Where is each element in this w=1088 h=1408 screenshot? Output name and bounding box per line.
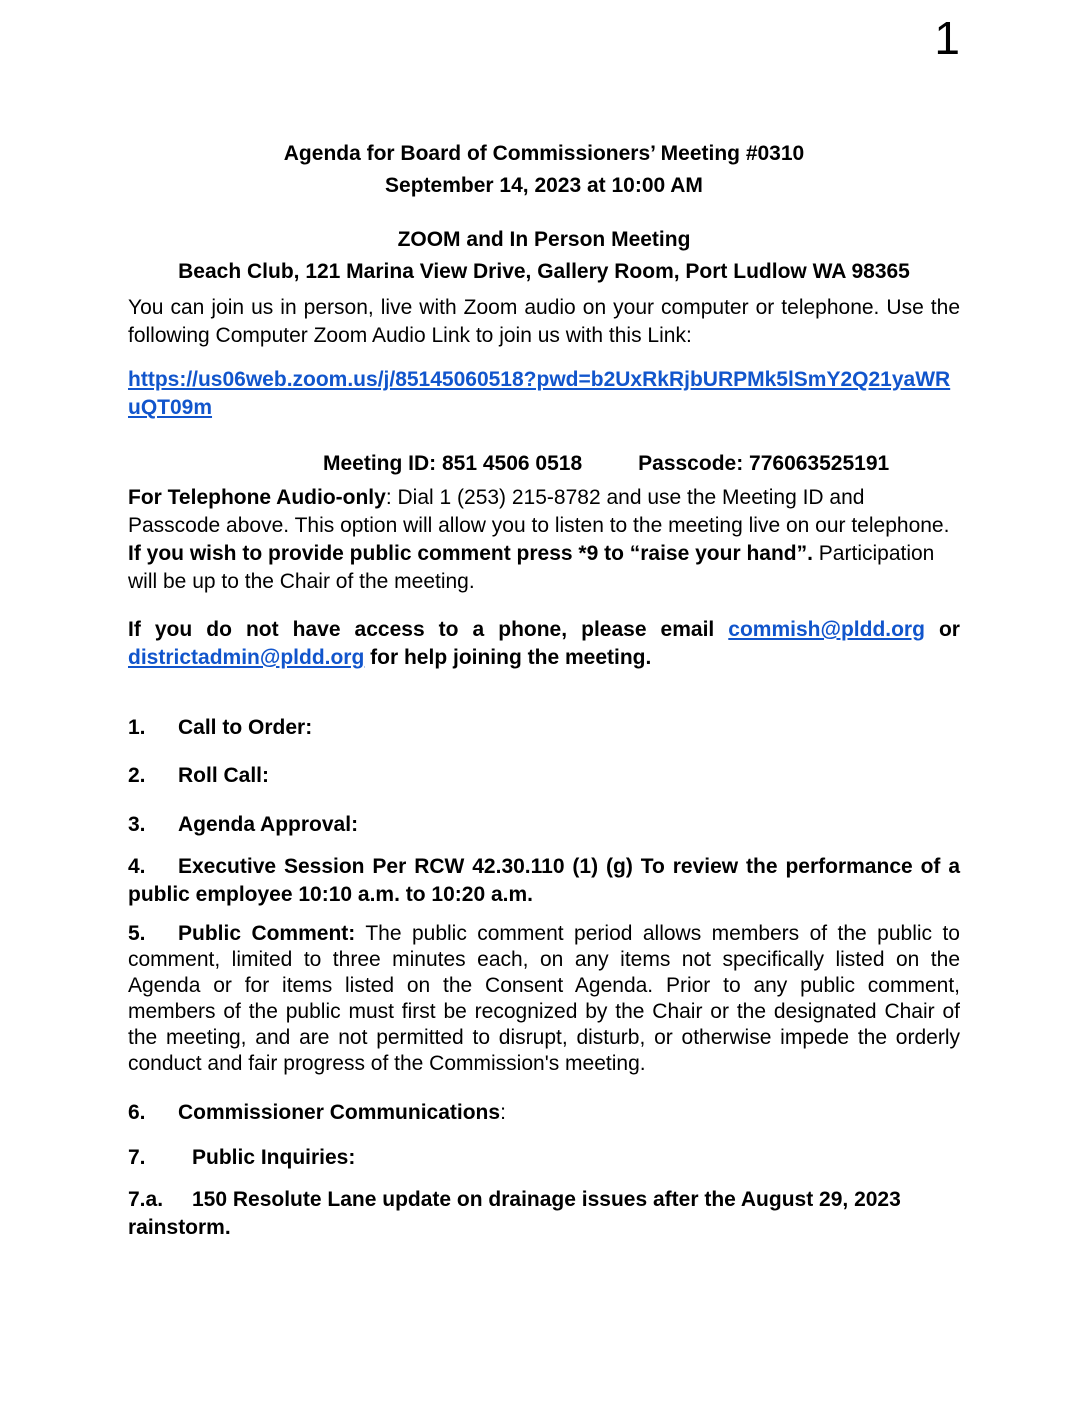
text-segment: Participation will be up to the Chair of the meeting. xyxy=(128,542,935,593)
meeting-datetime: September 14, 2023 at 10:00 AM xyxy=(385,174,703,197)
title-block xyxy=(128,138,960,202)
text-segment: Public Inquiries: xyxy=(192,1146,356,1169)
item-number: 6. xyxy=(128,1101,146,1124)
telephone-audio-paragraph xyxy=(128,484,960,596)
item-text xyxy=(128,922,960,1075)
meeting-location: Beach Club, 121 Marina View Drive, Gallery Room, Port Ludlow WA 98365 xyxy=(178,260,910,283)
item-number: 7. xyxy=(128,1146,146,1169)
meeting-type: ZOOM and In Person Meeting xyxy=(397,228,691,251)
item-number: 1. xyxy=(128,716,146,739)
page-number: 1 xyxy=(934,12,960,64)
meeting-type-block xyxy=(128,224,960,288)
text-segment: Executive Session Per RCW 42.30.110 (1) (g) To review the performance of a public employee 10:10 a.m. to 10:20 a.m. xyxy=(128,855,960,906)
text-segment: Agenda Approval: xyxy=(178,813,359,836)
text-segment: For Telephone Audio-only xyxy=(128,486,386,509)
meeting-id-line xyxy=(128,450,960,478)
passcode: Passcode: 776063525191 xyxy=(638,452,890,475)
agenda-item-call-to-order xyxy=(128,714,960,742)
text-segment: The public comment period allows members of the public to comment, limited to three minutes each, on any items not specifically listed on the Agenda or for items listed on the Consent Agenda. Prior to any public comment, members of the public must first be recognized by the Chair or the designated Chair of the meeting, and are not permitted to disrupt, disturb, or otherwise impede the orderly conduct and fair progress of the Commission's meeting. xyxy=(128,922,960,1075)
item-text xyxy=(128,855,960,906)
zoom-link-paragraph xyxy=(128,366,960,422)
agenda-item-executive-session xyxy=(128,853,960,909)
item-text xyxy=(128,1188,901,1239)
text-segment: Public Comment: xyxy=(178,922,356,945)
agenda-items-list xyxy=(128,714,960,1242)
text-segment: If you do not have access to a phone, please email xyxy=(128,618,729,641)
agenda-item-resolute-lane-update xyxy=(128,1186,960,1242)
districtadmin-email-link[interactable]: districtadmin@pldd.org xyxy=(128,646,365,669)
item-number: 3. xyxy=(128,813,146,836)
meeting-title: Agenda for Board of Commissioners’ Meeting #0310 xyxy=(283,142,805,165)
zoom-meeting-link[interactable]: https://us06web.zoom.us/j/85145060518?pwd=b2UxRkRjbURPMk5lSmY2Q21yaWRuQT09m xyxy=(128,368,951,419)
email-help-paragraph xyxy=(128,616,960,672)
text-segment: You can join us in person, live with Zoom audio on your computer or telephone. Use the following Computer Zoom Audio Link to join us with this Link: xyxy=(128,296,960,347)
item-number: 5. xyxy=(128,922,146,945)
join-instructions-paragraph xyxy=(128,294,960,350)
item-text xyxy=(192,1146,355,1169)
item-text xyxy=(178,716,312,739)
text-segment: : Dial 1 (253) 215-8782 and use the Meeting ID and Passcode above. This option will allow you to listen to the meeting live on our telephone. xyxy=(128,486,950,537)
text-segment: or xyxy=(924,618,960,641)
text-segment: : xyxy=(500,1101,506,1124)
item-text xyxy=(178,764,269,787)
text-segment: Call to Order: xyxy=(178,716,313,739)
text-segment: If you wish to provide public comment press *9 to “raise your hand”. xyxy=(128,542,813,565)
agenda-item-public-inquiries xyxy=(128,1144,960,1172)
agenda-item-agenda-approval xyxy=(128,811,960,839)
text-segment: 150 Resolute Lane update on drainage issues after the August 29, 2023 rainstorm. xyxy=(128,1188,901,1239)
agenda-item-public-comment xyxy=(128,921,960,1077)
item-text xyxy=(178,1101,506,1124)
item-number: 4. xyxy=(128,855,146,878)
agenda-item-roll-call xyxy=(128,762,960,790)
text-segment: Commissioner Communications xyxy=(178,1101,501,1124)
item-text xyxy=(178,813,358,836)
meeting-id: Meeting ID: 851 4506 0518 xyxy=(323,452,583,475)
item-number: 7.a. xyxy=(128,1188,164,1211)
item-number: 2. xyxy=(128,764,146,787)
agenda-item-commissioner-communications xyxy=(128,1099,960,1127)
text-segment: for help joining the meeting. xyxy=(364,646,652,669)
text-segment: Roll Call: xyxy=(178,764,270,787)
commish-email-link[interactable]: commish@pldd.org xyxy=(728,618,925,641)
